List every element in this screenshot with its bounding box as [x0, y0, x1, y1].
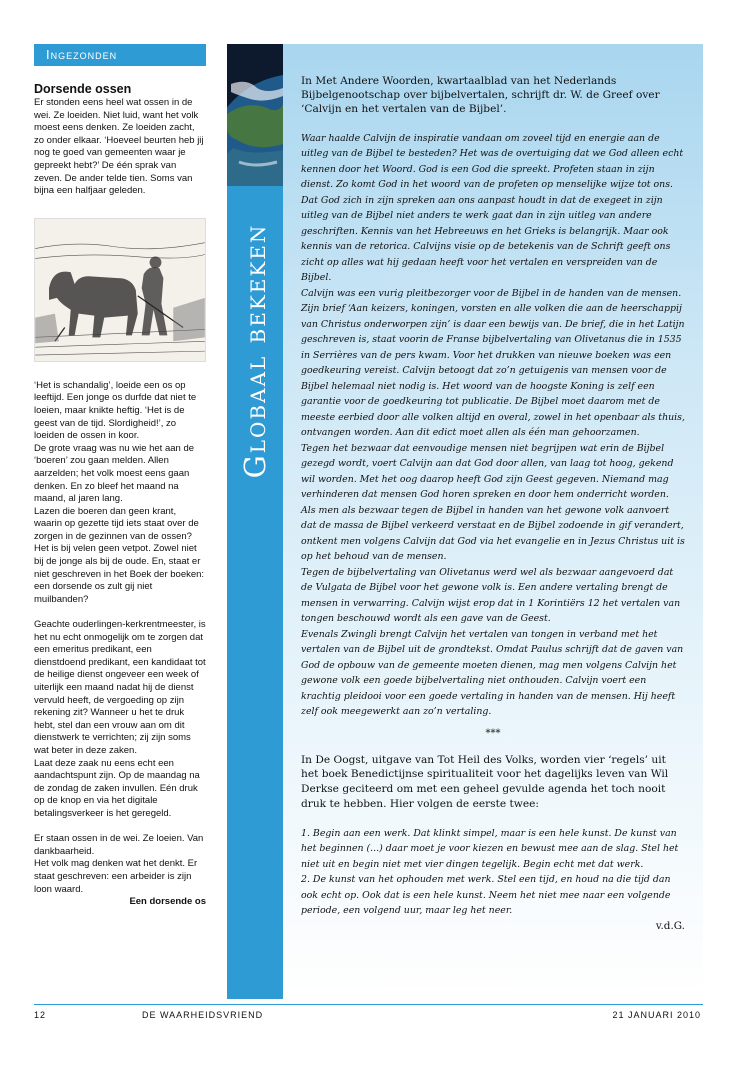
feature-signature: v.d.G.: [655, 919, 685, 932]
earth-image: [227, 44, 283, 186]
quote-paragraph: Calvijn was een vurig pleitbezorger voor de Bijbel in de handen van de mensen. Zijn brief ‘Aan keizers, koningen, vorsten en alle volken die aan de heerschappij van Christus onderworpen zijn’ is daar een bewijs van. De brief, die in het Latijn geschreven is, staat voorin de Franse bijbelvertaling van Olivetanus die in 1535 in Serrières van de pers kwam. Voor het drukken van nieuwe boeken was een goedkeuring vereist. Calvijn betoogt dat zo’n getuigenis van mensen voor de Bijbel helemaal niet nodig is. Het woord van de hoogste Koning is zelf een garantie voor de goedkeuring tot publicatie. De Bijbel moet daarom met de meeste eerbied door alle volken altijd en overal, zowel in het openbaar als thuis, ontvangen worden. Aan dit edict moet allen als één man gehoorzamen.: [301, 287, 685, 439]
issue-date: 21 JANUARI 2010: [612, 1010, 701, 1020]
paragraph: Het volk mag denken wat het denkt. Er staat geschreven: een arbeider is zijn loon waard.: [34, 858, 198, 895]
feature-quote: [301, 131, 685, 720]
feature-intro-2: In De Oogst, uitgave van Tot Heil des Volks, worden vier ‘regels’ uit het boek Benedictijnse spiritualiteit voor het dagelijks leven van Wil Derkse geciteerd om met een geheel gevulde agenda het toch nooit druk te hebben. Hier volgen de eerste twee:: [301, 753, 669, 810]
article-signature: Een dorsende os: [129, 896, 206, 908]
paragraph: Laat deze zaak nu eens echt een aandachtspunt zijn. Op de maandag na de zondag de zaken invullen. Eén druk op de knop en via het digitale betalingsverkeer is het geregeld.: [34, 757, 200, 819]
quote-paragraph: Tegen het bezwaar dat eenvoudige mensen niet begrijpen wat erin de Bijbel gezegd wordt, voert Calvijn aan dat God door allen, van laag tot hoog, gekend wil worden. Met het oog daarop heeft God zijn Geest gegeven. Niemand mag verhinderen dat mensen God horen spreken en door hem onderricht worden.: [301, 442, 674, 501]
section-separator: ***: [485, 727, 501, 739]
vertical-title: [227, 186, 283, 516]
section-label: Ingezonden: [34, 44, 206, 66]
quote-paragraph: Als men als bezwaar tegen de Bijbel in handen van het gewone volk aanvoert dat de massa de Bijbel verkeerd verstaat en de Bijbel zodoende in gif verandert, ontkent men volgens Calvijn dat God via het evangelie en in Jezus Christus uit is op het behoud van de mensen.: [301, 504, 685, 563]
rule-item: 2. De kunst van het ophouden met werk. Stel een tijd, en houd na die tijd dan ook echt op. Ook dat is een hele kunst. Neem het niet mee naar een volgende periode, een volgend uur, maar leg het neer.: [301, 874, 671, 917]
paragraph: ‘Het is schandalig’, loeide een os op leeftijd. Een jonge os durfde dat niet te loeien, maar knikte heftig. ‘Het is de geest van de tijd. Slordigheid!’, zo loeiden de ossen in koor.: [34, 379, 197, 442]
left-column: [34, 44, 206, 909]
rules-list: [301, 826, 685, 919]
quote-paragraph: Evenals Zwingli brengt Calvijn het vertalen van tongen in verband met het vertalen van de Bijbel uit de grondtekst. Omdat Paulus schrijft dat de gaven van God de opbouw van de gemeente moeten dienen, mag men volgens Calvijn het gewone volk een goede bijbelvertaling niet onthouden. Calvijn voert een krachtig pleidooi voor een goede vertaling in handen van de mensen. Hij heeft zelf ook meegewerkt aan zo’n vertaling.: [301, 628, 684, 718]
paragraph: Lazen die boeren dan geen krant, waarin op gezette tijd iets staat over de zorgen in de gezinnen van de ossen? Het is bij velen geen vetpot. Zowel niet bij de jonge als bij de oude. En, staat er niet geschreven in het Boek der boeken: een dorsende os zult gij niet muilbanden?: [34, 505, 205, 605]
feature-intro: In Met Andere Woorden, kwartaalblad van het Nederlands Bijbelgenootschap over bijbelvertalen, schrijft dr. W. de Greef over ‘Calvijn en het vertalen van de Bijbel’.: [301, 75, 660, 116]
article-body: [34, 380, 206, 909]
quote-paragraph: Waar haalde Calvijn de inspiratie vandaan om zoveel tijd en energie aan de uitleg van de Bijbel te besteden? Het was de overtuiging dat we God alleen echt kennen door het Woord. God is een God die spreekt. Profeten staan in zijn dienst. Zo komt God in het woord van de profeten op menselijke wijze tot ons. Dat God zich in zijn spreken aan ons aanpast houdt in dat de exegeet in zijn uitleg van de Bijbel niet anders te werk gaat dan in zijn uitleg van andere geschriften. Kennis van het Hebreeuws en het Grieks is belangrijk. Maar ook kennis van de retorica. Calvijns visie op de betekenis van de Schrift geeft ons zicht op alles wat hij gedaan heeft voor het vertalen en verspreiden van de Bijbel.: [301, 132, 684, 284]
page-number: 12: [34, 1010, 47, 1020]
paragraph: Er stonden eens heel wat ossen in de wei. Ze loeiden. Niet luid, want het volk moest eens denken. Ze loeiden zacht, zo onder elkaar. ‘Hoeveel beurten heb jij nog te goed van gemeenten waar je gepreekt hebt?’ De één sprak van zeven. De ander telde tien. Soms van bijna een halfjaar geleden.: [34, 97, 204, 197]
paragraph: De grote vraag was nu wie het aan de ‘boeren’ zou gaan melden. Allen aarzelden; het volk moest eens gaan denken. En zo bleef het maand na maand, al jaren lang.: [34, 442, 195, 505]
publication-name: DE WAARHEIDSVRIEND: [142, 1010, 264, 1020]
paragraph: Er staan ossen in de wei. Ze loeien. Van dankbaarheid.: [34, 833, 204, 857]
article-title: Dorsende ossen: [34, 82, 132, 96]
oxen-threshing-illustration: [34, 218, 206, 362]
rule-item: 1. Begin aan een werk. Dat klinkt simpel, maar is een hele kunst. De kunst van het beginnen (...) daar moet je voor kiezen en bewust mee aan de slag. Stel het niet uit en begin niet met vier dingen tegelijk. Begin echt met dat werk.: [301, 827, 679, 870]
article-intro: [34, 97, 206, 198]
quote-paragraph: Tegen de bijbelvertaling van Olivetanus werd wel als bezwaar aangevoerd dat de Vulgata de Bijbel voor het gewone volk is. Een andere vertaling brengt de mensen in verwarring. Calvijn wijst erop dat in 1 Korintiërs 12 het vertalen van tongen beschouwd wordt als een gave van de Geest.: [301, 566, 681, 625]
paragraph: Geachte ouderlingen-kerkrentmeester, is het nu echt onmogelijk om te zorgen dat een emeritus predikant, een dienstdoend predikant, een kandidaat tot de heilige dienst ongeveer een week of uiterlijk een maand nadat hij de dienst vervuld heeft, de vergoeding op zijn rekening zit? Wanneer u het te druk hebt, stel dan een vrouw aan om dit dienstwerk te verrichten; zij zijn soms wat beter in deze zaken.: [34, 619, 206, 756]
footer-divider: [34, 1004, 703, 1005]
feature-title: Globaal bekeken: [238, 223, 272, 479]
feature-content: [301, 74, 685, 932]
